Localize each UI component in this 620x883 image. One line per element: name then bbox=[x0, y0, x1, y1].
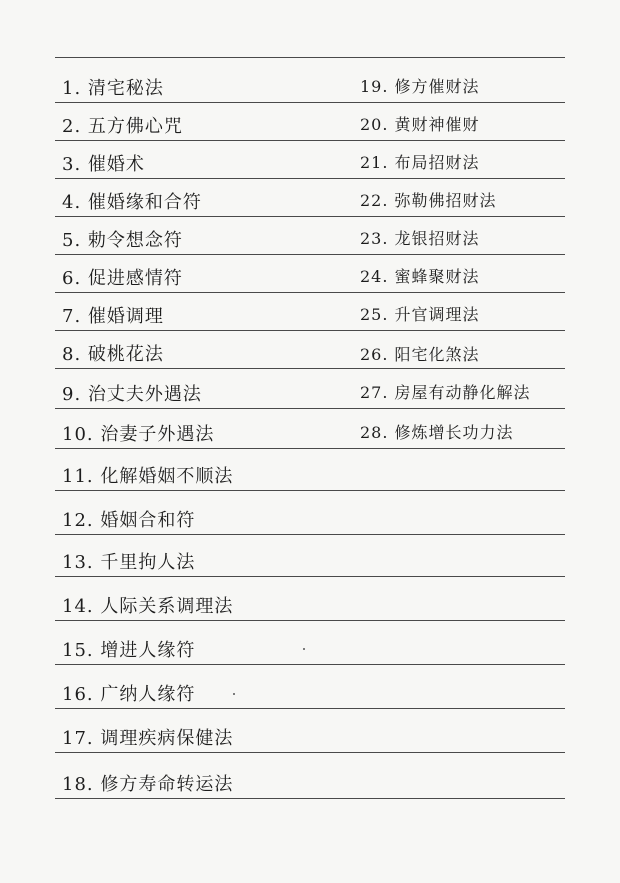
list-item: 23. 龙银招财法 bbox=[360, 229, 480, 248]
list-item: 14. 人际关系调理法 bbox=[62, 596, 234, 617]
list-item: 21. 布局招财法 bbox=[360, 153, 480, 172]
ink-speck bbox=[303, 648, 305, 650]
list-item: 6. 促进感情符 bbox=[62, 268, 183, 289]
list-item: 3. 催婚术 bbox=[62, 154, 145, 175]
list-item: 15. 增进人缘符 bbox=[62, 640, 196, 661]
list-item: 2. 五方佛心咒 bbox=[62, 116, 183, 137]
list-item: 27. 房屋有动静化解法 bbox=[360, 383, 531, 402]
list-item: 7. 催婚调理 bbox=[62, 306, 164, 327]
list-item: 22. 弥勒佛招财法 bbox=[360, 191, 497, 210]
list-item: 26. 阳宅化煞法 bbox=[360, 345, 480, 364]
list-item: 24. 蜜蜂聚财法 bbox=[360, 267, 480, 286]
list-item: 18. 修方寿命转运法 bbox=[62, 774, 234, 795]
list-item: 10. 治妻子外遇法 bbox=[62, 424, 215, 445]
list-item: 25. 升官调理法 bbox=[360, 305, 480, 324]
list-item: 17. 调理疾病保健法 bbox=[62, 728, 234, 749]
list-item: 8. 破桃花法 bbox=[62, 344, 164, 365]
list-item: 28. 修炼增长功力法 bbox=[360, 423, 514, 442]
list-item: 19. 修方催财法 bbox=[360, 77, 480, 96]
list-item: 5. 勅令想念符 bbox=[62, 230, 183, 251]
ink-speck bbox=[233, 693, 235, 695]
list-item: 1. 清宅秘法 bbox=[62, 78, 164, 99]
list-item: 4. 催婚缘和合符 bbox=[62, 192, 202, 213]
list-item: 16. 广纳人缘符 bbox=[62, 684, 196, 705]
ruled-line bbox=[55, 57, 565, 58]
list-item: 11. 化解婚姻不顺法 bbox=[62, 466, 234, 487]
list-item: 9. 治丈夫外遇法 bbox=[62, 384, 202, 405]
list-item: 20. 黄财神催财 bbox=[360, 115, 480, 134]
list-item: 12. 婚姻合和符 bbox=[62, 510, 196, 531]
list-item: 13. 千里拘人法 bbox=[62, 552, 196, 573]
